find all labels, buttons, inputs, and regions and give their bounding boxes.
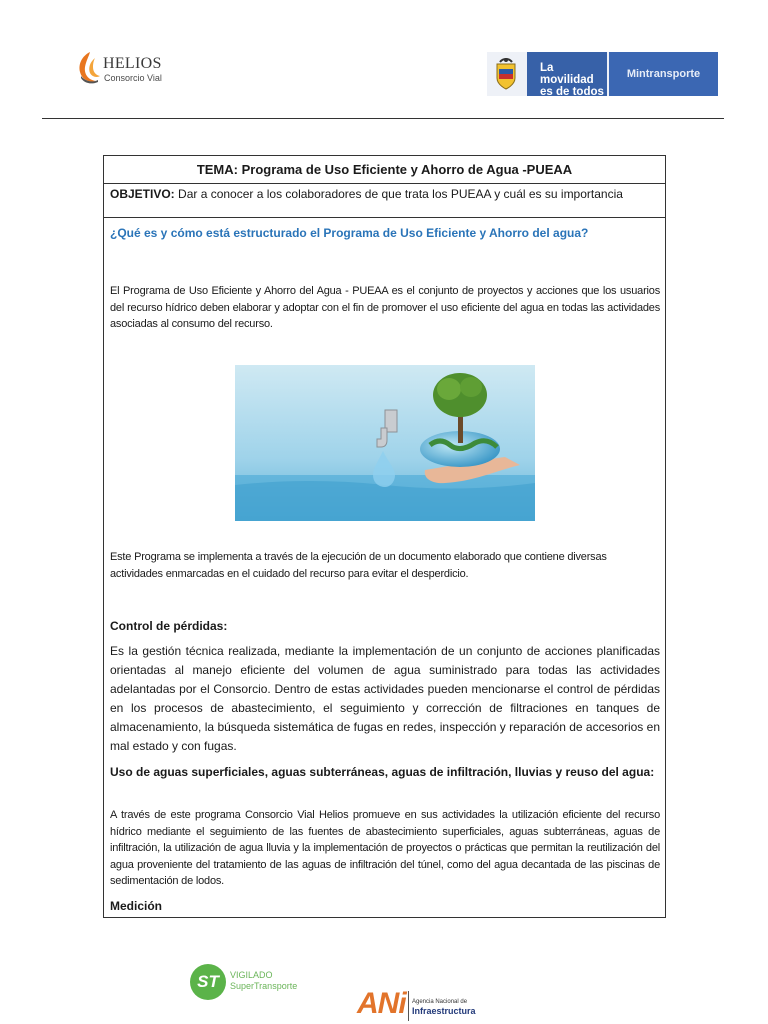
ani-logo bbox=[357, 987, 487, 1024]
objetivo-row bbox=[104, 184, 665, 218]
heading-medicion: Medición bbox=[110, 899, 163, 913]
gov-ministry: Mintransporte bbox=[609, 52, 718, 96]
paragraph-uso: A través de este programa Consorcio Vial Helios promueve en sus actividades la utilización eficiente del recurso hídrico mediante el seguimiento de las fuentes de abastecimiento superficiales, aguas subterráneas, aguas de infiltración, la utilización de agua lluvia y la implementación de proyectos o prácticas que permitan la reutilización del agua proveniente del tratamiento de las aguas de infiltración del túnel, como del agua decantada de las piscinas de sedimentación de lodos. bbox=[110, 809, 660, 887]
helios-subtitle: Consorcio Vial bbox=[104, 73, 162, 83]
content-body bbox=[104, 218, 665, 917]
ani-line-2: Infraestructura bbox=[412, 1006, 476, 1016]
st-badge-icon: ST bbox=[190, 964, 226, 1000]
helios-flame-icon bbox=[76, 50, 102, 84]
heading-control-perdidas: Control de pérdidas: bbox=[110, 619, 228, 633]
heading-uso-aguas: Uso de aguas superficiales, aguas subterráneas, aguas de infiltración, lluvias y reuso del agua: bbox=[110, 765, 655, 779]
st-line-2: SuperTransporte bbox=[230, 981, 298, 991]
helios-name: HELIOS bbox=[103, 55, 162, 72]
paragraph-control: Es la gestión técnica realizada, mediante la implementación de un conjunto de acciones planificadas orientadas al manejo eficiente del volumen de agua suministrado para todas las actividades adelantadas por el Consorcio. Dentro de estas actividades pueden mencionarse el control de pérdidas en los procesos de abastecimiento, el seguimiento y corrección de filtraciones en tanques de almacenamiento, la búsqueda sistemática de fugas en redes, inspección y reparación de accesorios en mal estado y con fugas. bbox=[110, 644, 660, 753]
ani-line-1: Agencia Nacional de bbox=[412, 999, 468, 1005]
tema-title: TEMA: Programa de Uso Eficiente y Ahorro de Agua -PUEAA bbox=[104, 156, 665, 184]
water-tap-tree-photo bbox=[235, 365, 535, 521]
ani-divider bbox=[408, 991, 409, 1021]
gov-slogan-line-1: La movilidad bbox=[540, 62, 594, 86]
paragraph-definition: El Programa de Uso Eficiente y Ahorro del Agua - PUEAA es el conjunto de proyectos y acciones que los usuarios del recurso hídrico deben elaborar y adoptar con el fin de promover el uso eficiente del agua en todas las actividades asociadas al consumo del recurso. bbox=[110, 285, 660, 330]
helios-logo bbox=[76, 50, 196, 90]
gov-banner bbox=[487, 52, 718, 96]
ani-mark: ANi bbox=[357, 987, 406, 1020]
st-line-1: VIGILADO bbox=[230, 970, 273, 980]
coat-of-arms-icon bbox=[491, 56, 521, 92]
objetivo-text: Dar a conocer a los colaboradores de que trata los PUEAA y cuál es su importancia bbox=[174, 187, 623, 201]
gov-slogan-line-2: es de todos bbox=[540, 86, 604, 98]
objetivo-label: OBJETIVO: bbox=[110, 187, 175, 201]
gov-slogan bbox=[527, 52, 607, 96]
header-divider bbox=[42, 118, 724, 119]
supertransporte-logo bbox=[190, 964, 315, 1004]
document-table bbox=[103, 155, 666, 918]
paragraph-implementation: Este Programa se implementa a través de la ejecución de un documento elaborado que contiene diversas actividades enmarcadas en el cuidado del recurso para evitar el desperdicio. bbox=[110, 551, 607, 580]
question-heading: ¿Qué es y cómo está estructurado el Programa de Uso Eficiente y Ahorro del agua? bbox=[110, 226, 589, 240]
